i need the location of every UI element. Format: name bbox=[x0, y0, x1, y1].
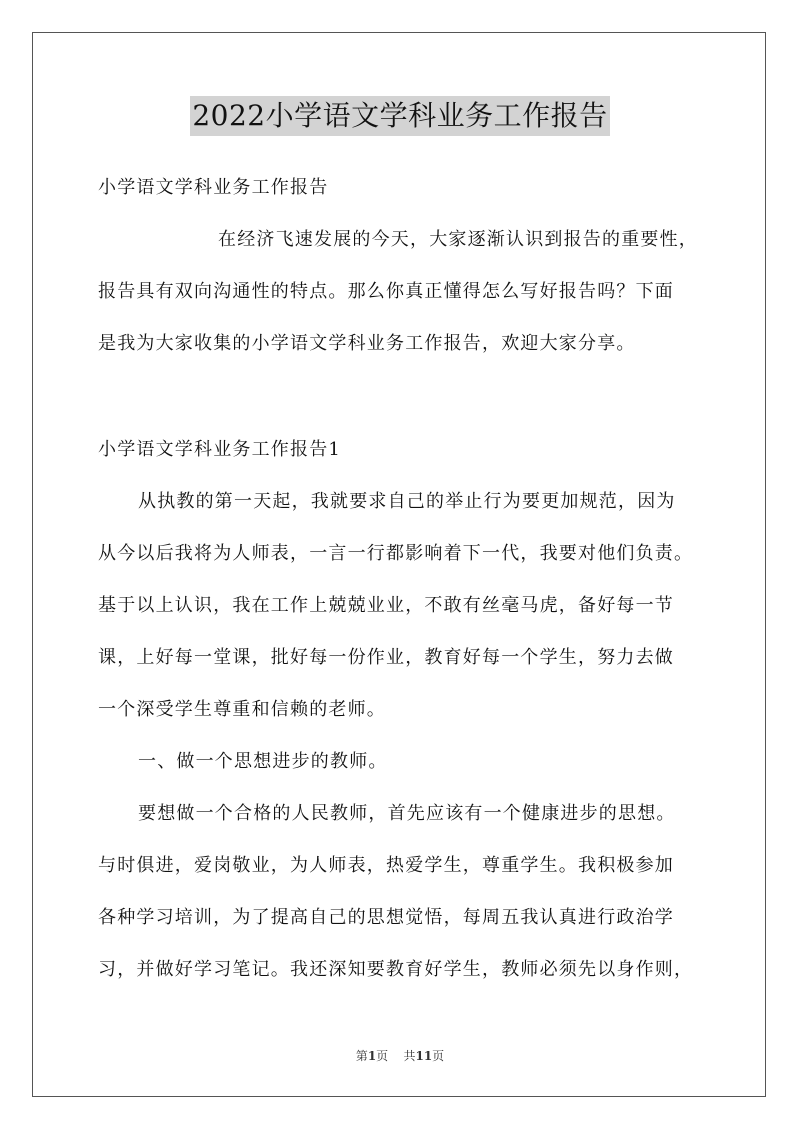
paragraph-line: 从今以后我将为人师表，一言一行都影响着下一代，我要对他们负责。 bbox=[98, 543, 694, 564]
paragraph-line: 与时俱进，爱岗敬业，为人师表，热爱学生，尊重学生。我积极参加 bbox=[98, 855, 674, 876]
page-prefix: 第 bbox=[355, 1049, 368, 1063]
subsection-heading: 一、做一个思想进步的教师。 bbox=[138, 751, 388, 772]
paragraph-line: 一个深受学生尊重和信赖的老师。 bbox=[98, 699, 386, 720]
document-title: 2022小学语文学科业务工作报告 bbox=[190, 96, 609, 136]
section-heading: 小学语文学科业务工作报告1 bbox=[98, 439, 342, 460]
page-current: 1 bbox=[367, 1049, 377, 1063]
paragraph-line: 从执教的第一天起，我就要求自己的举止行为要更加规范，因为 bbox=[138, 491, 676, 512]
paragraph-line: 要想做一个合格的人民教师，首先应该有一个健康进步的思想。 bbox=[138, 803, 676, 824]
total-unit: 页 bbox=[432, 1049, 445, 1063]
paragraph-line: 各种学习培训，为了提高自己的思想觉悟，每周五我认真进行政治学 bbox=[98, 907, 674, 928]
paragraph-line: 报告具有双向沟通性的特点。那么你真正懂得怎么写好报告吗？下面 bbox=[98, 281, 674, 302]
page-unit: 页 bbox=[376, 1049, 389, 1063]
paragraph-line: 习，并做好学习笔记。我还深知要教育好学生，教师必须先以身作则， bbox=[98, 959, 694, 980]
paragraph-line: 基于以上认识，我在工作上兢兢业业，不敢有丝毫马虎，备好每一节 bbox=[98, 595, 674, 616]
page-total: 11 bbox=[415, 1049, 433, 1063]
paragraph-line: 是我为大家收集的小学语文学科业务工作报告，欢迎大家分享。 bbox=[98, 333, 636, 354]
paragraph-line: 课，上好每一堂课，批好每一份作业，教育好每一个学生，努力去做 bbox=[98, 647, 674, 668]
paragraph-line: 在经济飞速发展的今天，大家逐渐认识到报告的重要性， bbox=[218, 229, 698, 250]
total-prefix: 共 bbox=[403, 1049, 416, 1063]
page-footer bbox=[0, 1047, 800, 1064]
section-heading: 小学语文学科业务工作报告 bbox=[98, 177, 329, 198]
title-area bbox=[0, 96, 800, 136]
